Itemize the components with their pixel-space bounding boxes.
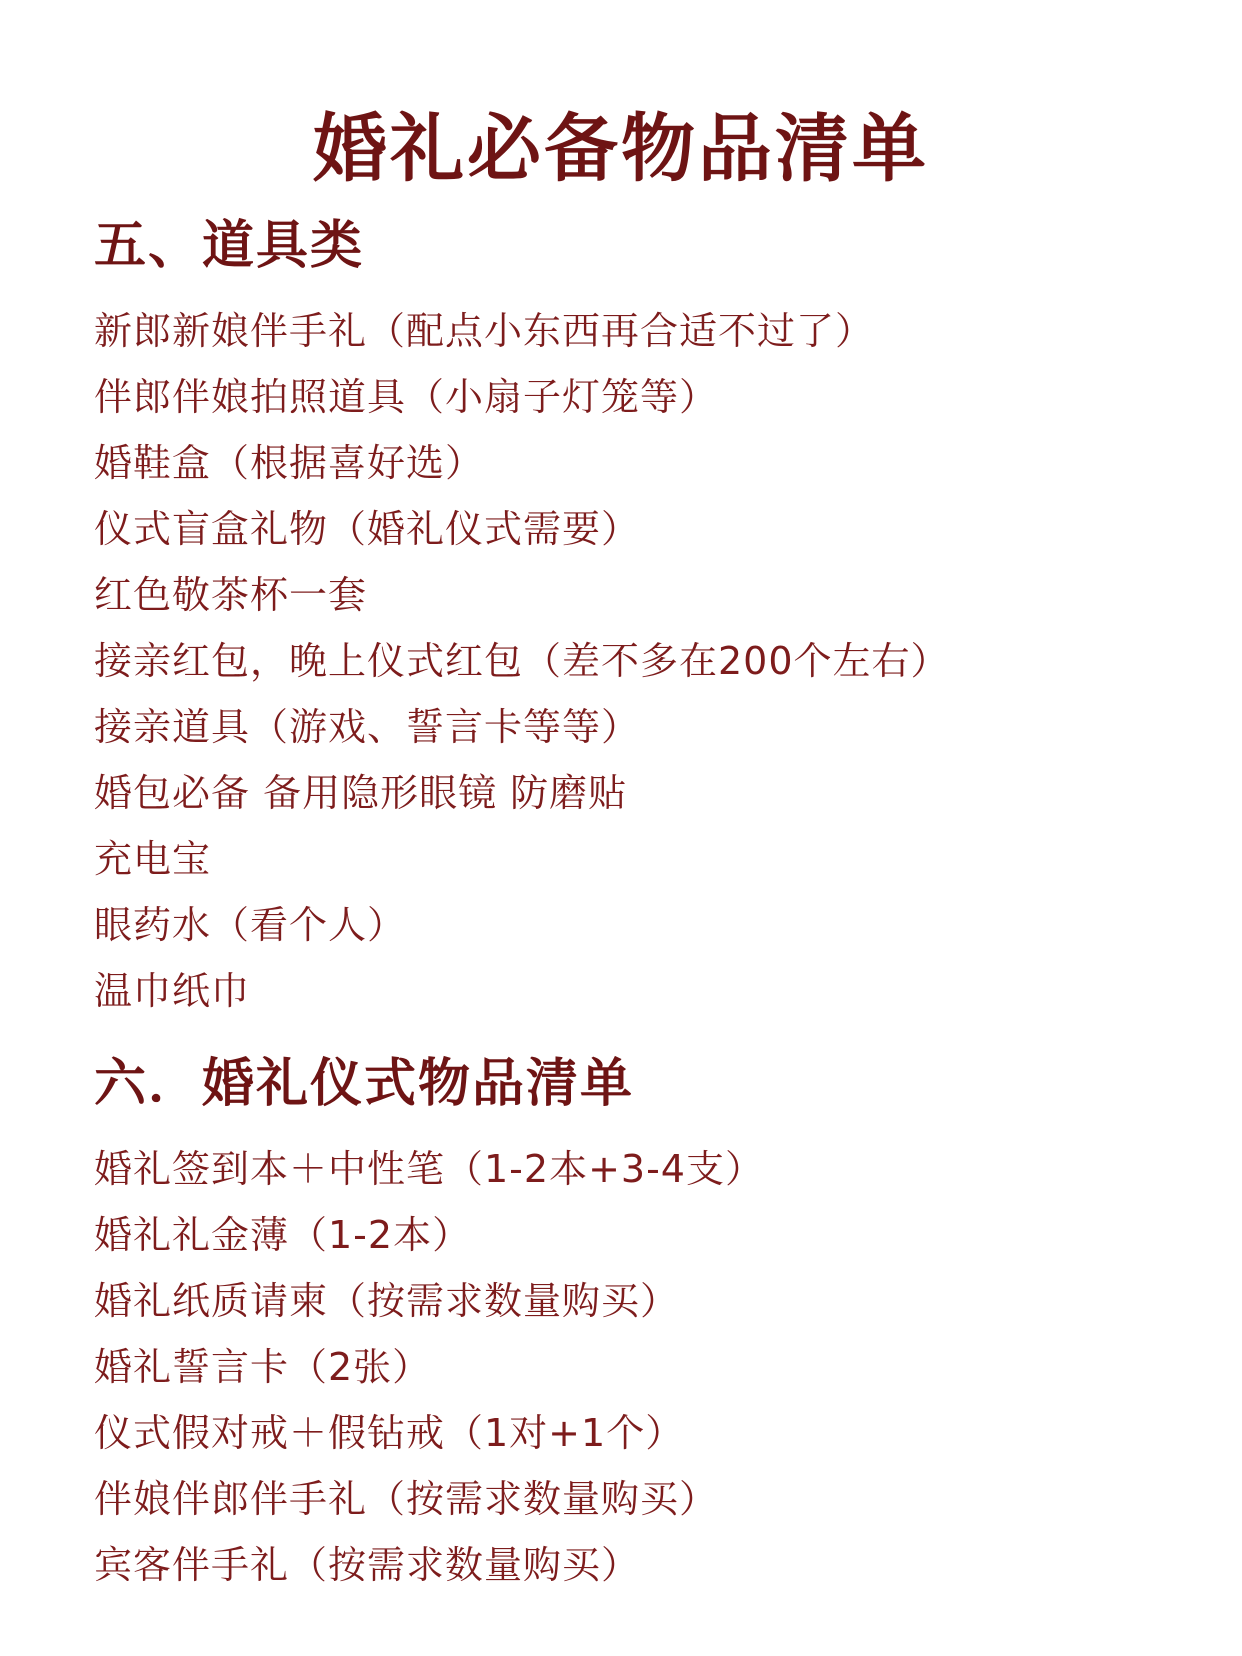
- list-item: 仪式假对戒＋假钻戒（1对+1个）: [94, 1411, 685, 1455]
- list-item: 婚礼纸质请柬（按需求数量购买）: [94, 1279, 680, 1323]
- list-item: 温巾纸巾: [94, 969, 251, 1013]
- list-item: 婚礼誓言卡（2张）: [94, 1345, 432, 1389]
- page-title: 婚礼必备物品清单: [313, 106, 929, 192]
- list-item: 宾客伴手礼（按需求数量购买）: [94, 1543, 641, 1587]
- section-heading-ceremony: 六．婚礼仪式物品清单: [94, 1054, 635, 1114]
- list-item: 仪式盲盒礼物（婚礼仪式需要）: [94, 507, 641, 551]
- list-item: 伴郎伴娘拍照道具（小扇子灯笼等）: [94, 375, 719, 419]
- list-item: 婚礼签到本＋中性笔（1-2本+3-4支）: [94, 1147, 764, 1191]
- list-item: 新郎新娘伴手礼（配点小东西再合适不过了）: [94, 309, 875, 353]
- list-item: 充电宝: [94, 837, 212, 881]
- list-item: 眼药水（看个人）: [94, 903, 407, 947]
- list-item: 婚包必备 备用隐形眼镜 防磨贴: [94, 771, 628, 815]
- list-item: 接亲道具（游戏、誓言卡等等）: [94, 705, 641, 749]
- list-item: 接亲红包，晚上仪式红包（差不多在200个左右）: [94, 639, 950, 683]
- ceremony-item-list: [94, 1136, 764, 1598]
- props-item-list: [94, 298, 950, 1024]
- list-item: 婚鞋盒（根据喜好选）: [94, 441, 485, 485]
- list-item: 伴娘伴郎伴手礼（按需求数量购买）: [94, 1477, 719, 1521]
- list-item: 红色敬茶杯一套: [94, 573, 368, 617]
- section-heading-props: 五、道具类: [94, 216, 365, 276]
- list-item: 婚礼礼金薄（1-2本）: [94, 1213, 472, 1257]
